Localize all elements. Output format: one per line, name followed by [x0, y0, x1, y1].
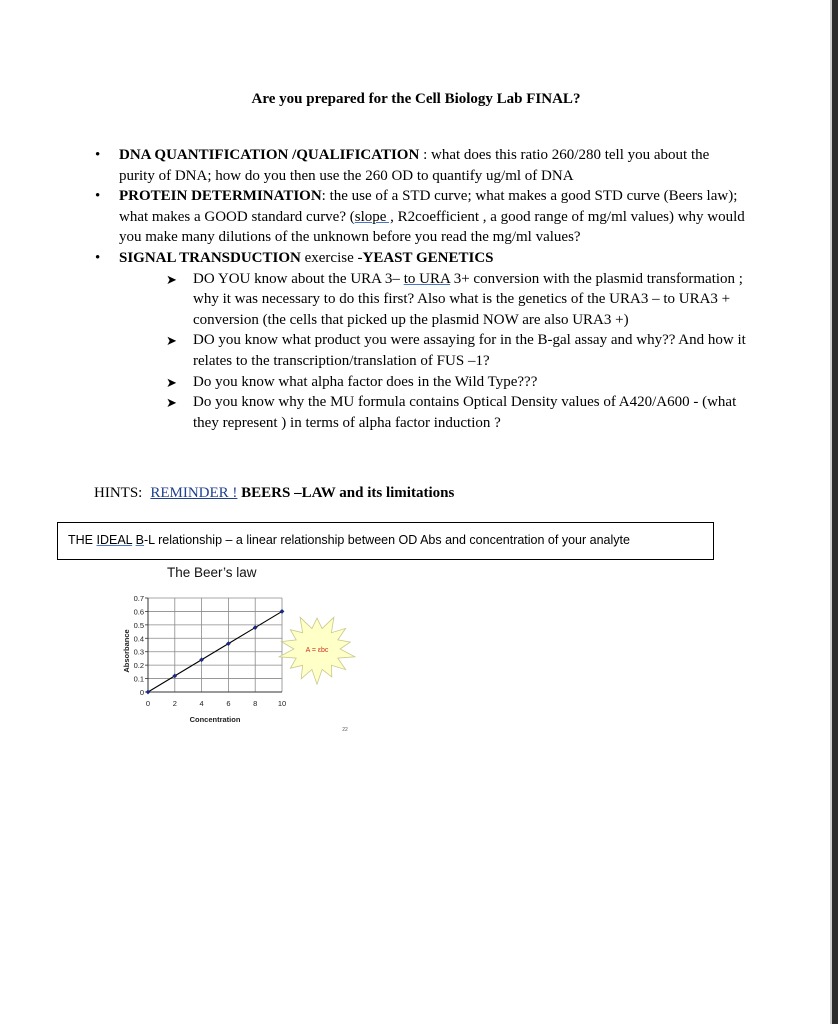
- arrow-bullet-icon: ➤: [166, 271, 177, 287]
- x-tick-label: 6: [226, 699, 231, 708]
- hints-label: HINTS:: [94, 485, 143, 501]
- topic-dna-heading: DNA QUANTIFICATION /QUALIFICATION: [119, 147, 420, 163]
- ideal-u2: B: [135, 533, 144, 547]
- y-tick-label: 0.2: [133, 661, 144, 671]
- y-tick-label: 0.4: [133, 634, 144, 644]
- beer-lambert-formula: A = εbc: [305, 647, 329, 654]
- x-tick-label: 4: [199, 699, 204, 708]
- signal-subitems: [119, 269, 746, 434]
- topic-protein-text-b: R2coefficient , a good range of mg/ml values) why would you make many dilutions of the unknown before you read the mg/ml values?: [119, 208, 745, 246]
- subitem-text-b: 3+ conversion with the plasmid transformation ; why it was necessary to do this first? Also what is the genetics of the URA3 – to URA3 + conversion (the cells that picked up the plasmid NOW are also URA3 +): [193, 270, 743, 328]
- page-edge: [832, 0, 838, 1024]
- data-point: [280, 609, 285, 614]
- arrow-bullet-icon: ➤: [166, 333, 177, 349]
- topic-dna-text: : what does this ratio 260/280 tell you about the purity of DNA; how do you then use the 260 OD to quantify ug/ml of DNA: [119, 147, 710, 184]
- x-tick-label: 10: [277, 699, 287, 708]
- data-point: [199, 657, 204, 662]
- subitem-text: DO you know what product you were assaying for in the B-gal assay and why?? And how it relates to the transcription/translation of FUS –1?: [193, 332, 746, 369]
- hints-text: BEERS –LAW and its limitations: [237, 485, 455, 501]
- y-tick-label: 0: [139, 688, 144, 697]
- topic-protein-heading: PROTEIN DETERMINATION: [119, 188, 322, 205]
- x-tick-label: 0: [145, 699, 151, 708]
- subitem: [166, 330, 746, 371]
- topic-list: [96, 145, 746, 433]
- subitem-text: Do you know why the MU formula contains Optical Density values of A420/A600 - (what they represent ) in terms of alpha factor induction ?: [193, 394, 737, 431]
- page-title: Are you prepared for the Cell Biology Lab FINAL?: [251, 91, 581, 107]
- y-tick-label: 0.3: [133, 647, 144, 657]
- subitem-text: Do you know what alpha factor does in the Wild Type???: [193, 373, 538, 390]
- x-axis-label: Concentration: [189, 715, 241, 724]
- data-point: [253, 625, 258, 630]
- subitem: [166, 372, 746, 393]
- subitem: [166, 392, 746, 433]
- bullet-icon: •: [95, 249, 101, 266]
- y-tick-label: 0.1: [133, 674, 144, 684]
- topic-signal-text: exercise -: [300, 249, 363, 266]
- page-number: 22: [342, 727, 348, 733]
- topic-signal-heading: SIGNAL TRANSDUCTION: [119, 249, 301, 266]
- topic-signal-heading2: YEAST GENETICS: [362, 249, 494, 266]
- ideal-relationship-box: [57, 522, 714, 560]
- topic-protein-slope: slope ,: [354, 208, 394, 225]
- reminder-link[interactable]: REMINDER !: [150, 485, 238, 501]
- data-point: [226, 641, 231, 646]
- ideal-pre: THE: [68, 533, 97, 547]
- y-axis-label: Absorbance: [122, 629, 131, 673]
- subitem-underlined: to URA: [403, 270, 450, 287]
- data-point: [146, 690, 151, 695]
- ideal-post: -L relationship – a linear relationship between OD Abs and concentration of your analyte: [143, 533, 630, 547]
- arrow-bullet-icon: ➤: [166, 395, 177, 411]
- ideal-u1: IDEAL: [96, 533, 133, 547]
- arrow-bullet-icon: ➤: [166, 374, 177, 390]
- subitem-text-a: DO YOU know about the URA 3–: [193, 270, 404, 287]
- topic-signal: [96, 248, 746, 433]
- bullet-icon: •: [95, 147, 101, 163]
- bullet-icon: •: [95, 188, 101, 205]
- y-tick-label: 0.6: [133, 607, 144, 617]
- hints-line: [94, 485, 454, 502]
- topic-protein-text-a: : the use of a STD curve; what makes a good STD curve (Beers law); what makes a GOOD standard curve? (: [119, 188, 738, 225]
- y-tick-label: 0.5: [133, 620, 144, 630]
- subitem: [166, 269, 746, 331]
- beers-law-chart: [110, 562, 390, 732]
- topic-dna: [96, 145, 746, 186]
- data-point: [172, 673, 177, 678]
- y-tick-label: 0.7: [133, 594, 144, 603]
- chart-title: The Beer’s law: [167, 565, 257, 580]
- x-tick-label: 2: [172, 699, 177, 708]
- x-tick-label: 8: [253, 699, 258, 708]
- topic-protein: [96, 186, 746, 248]
